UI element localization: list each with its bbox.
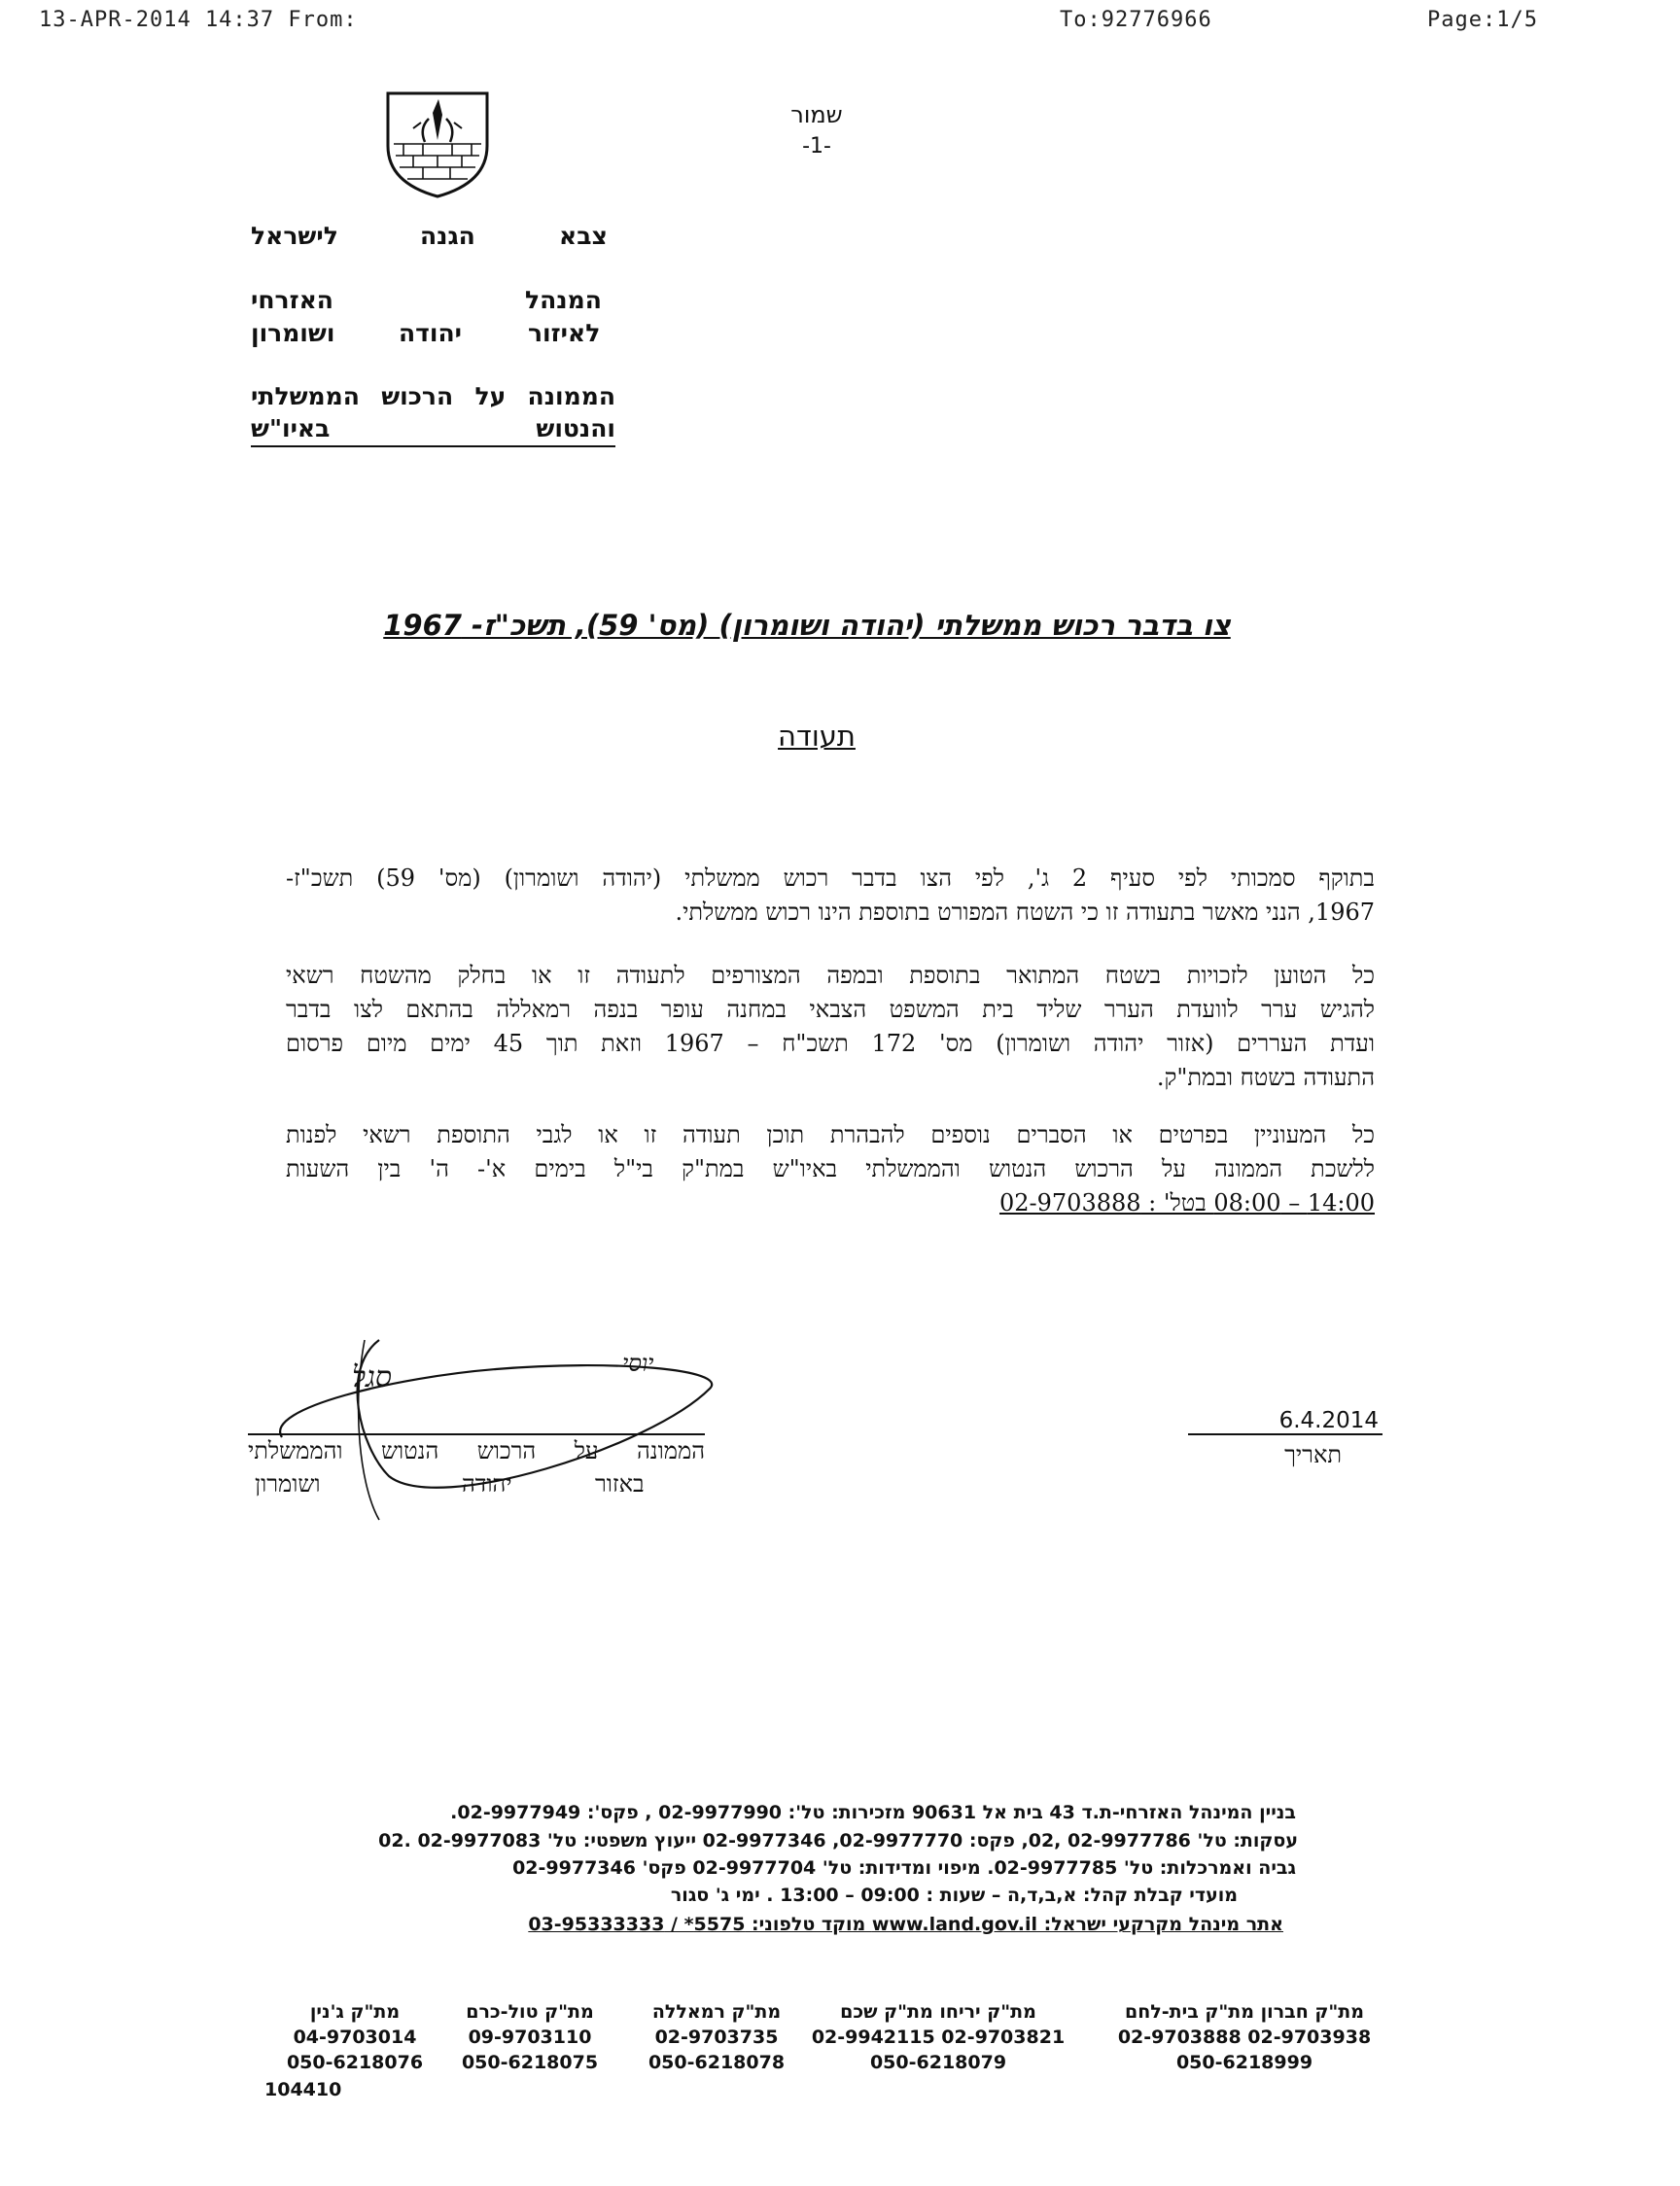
signature-role-region1: יהודה xyxy=(462,1470,512,1498)
paragraph-2-line: כל הטוען לזכויות בשטח המתואר בתוספת ובמפה המצורפים לתעודה זו או בחלק מהשטח רשאי xyxy=(286,962,1375,989)
paragraph-3-line: כל המעוניין בפרטים או הסברים נוספים להבהרת תוכן תעודה זו או לגבי התוספת רשאי לפנות xyxy=(286,1121,1375,1148)
office-name: מת"ק רמאללה xyxy=(651,2001,782,2023)
footer-hours-line: מועדי קבלת קהל: א,ב,ד,ה – שעות : 09:00 – 13:00 . ימי ג' סגור xyxy=(670,1885,1238,1906)
org-line4: הממונה על הרכוש הממשלתי xyxy=(251,382,615,410)
page-number: -1- xyxy=(802,134,831,159)
office-name: מת"ק טול-כרם xyxy=(466,2001,594,2023)
footer-transactions-line: עסקות: טל' 02-9977786 ,02, פקס: 02-9977770, 02-9977346 ייעוץ משפטי: טל' 02-9977083 .02 xyxy=(378,1830,1298,1851)
idf-emblem-icon xyxy=(384,89,491,198)
classification-label: שמור xyxy=(790,101,843,128)
org-line3-a: לאיזור xyxy=(528,319,601,347)
document-title: צו בדבר רכוש ממשלתי (יהודה ושומרון) (מס' 59), תשכ"ז- 1967 xyxy=(383,609,1231,642)
office-mobile: 050-6218076 xyxy=(286,2052,424,2073)
paragraph-1-line: 1967, הנני מאשר בתעודה זו כי השטח המפורט בתוספת הינו רכוש ממשלתי. xyxy=(675,899,1375,926)
signature-line xyxy=(248,1433,705,1435)
org-line1-b: הגנה xyxy=(420,222,475,250)
date-value: 6.4.2014 xyxy=(1188,1408,1382,1435)
org-line1-c: לישראל xyxy=(251,222,338,250)
document-number: 104410 xyxy=(264,2079,342,2100)
org-line1-a: צבא xyxy=(559,222,608,250)
office-mobile: 050-6218079 xyxy=(869,2052,1007,2073)
signature-role-region2: ושומרון xyxy=(255,1470,321,1498)
office-phone: 09-9703110 xyxy=(468,2027,592,2048)
office-ramallah xyxy=(634,1999,799,2075)
signature-role-area: באזור xyxy=(595,1470,645,1498)
paragraph-3-line: 14:00 – 08:00 בטל' : 02-9703888 xyxy=(998,1189,1375,1216)
svg-text:סגל: סגל xyxy=(352,1360,393,1394)
office-phone: 02-9703888 02-9703938 xyxy=(1117,2027,1372,2048)
paragraph-2-line: התעודה בשטח ובמת"ק. xyxy=(1156,1064,1375,1091)
org-line5-a: והנטוש xyxy=(536,414,615,442)
paragraph-1-line: בתוקף סמכותי לפי סעיף 2 ג', לפי הצו בדבר רכוש ממשלתי (יהודה ושומרון) (מס' 59) תשכ"ז- xyxy=(286,864,1375,892)
paragraph-1 xyxy=(286,862,1375,930)
office-mobile: 050-6218075 xyxy=(461,2052,599,2073)
paragraph-3 xyxy=(286,1118,1375,1220)
office-name: מת"ק חברון מת"ק בית-לחם xyxy=(1124,2001,1365,2023)
office-mobile: 050-6218078 xyxy=(648,2052,786,2073)
fax-to: To:92776966 xyxy=(1060,8,1212,32)
org-line3-b: יהודה xyxy=(399,319,462,347)
document-subtitle: תעודה xyxy=(778,720,856,753)
office-phone: 02-9703735 xyxy=(654,2027,779,2048)
paragraph-3-line: ללשכת הממונה על הרכוש הנטוש והממשלתי באיו"ש במת"ק בי"ל בימים א'- ה' בין השעות xyxy=(286,1155,1375,1182)
office-name: מת"ק ג'נין xyxy=(309,2001,401,2023)
paragraph-2-line: ועדת העררים (אזור יהודה ושומרון) מס' 172 תשכ"ח – 1967 וזאת תוך 45 ימים מיום פרסום xyxy=(286,1030,1375,1057)
org-line3-c: ושומרון xyxy=(251,319,335,347)
office-name: מת"ק יריחו מת"ק שכם xyxy=(840,2001,1036,2023)
org-line5-b: באיו"ש xyxy=(251,414,331,442)
office-jericho-nablus xyxy=(807,1999,1069,2075)
signature-role-line1: הממונה על הרכוש הנטוש והממשלתי xyxy=(248,1437,705,1464)
office-phone: 04-9703014 xyxy=(293,2027,417,2048)
fax-page: Page:1/5 xyxy=(1427,8,1538,32)
footer-address-line: בניין המינהל האזרחי-ת.ד 43 בית אל 90631 מזכירות: טל': 02-9977990 , פקס': 02-9977949. xyxy=(450,1802,1296,1823)
paragraph-2-line: להגיש ערר לוועדת הערר שליד בית המשפט הצבאי במחנה עופר בנפה רמאללה בהתאם לצו בדבר xyxy=(286,996,1375,1023)
office-mobile: 050-6218999 xyxy=(1175,2052,1313,2073)
office-tulkarm xyxy=(447,1999,612,2075)
office-hebron-bethlehem xyxy=(1089,1999,1400,2075)
fax-datetime: 13-APR-2014 14:37 From: xyxy=(39,8,358,32)
office-jenin xyxy=(282,1999,428,2075)
office-phone: 02-9942115 02-9703821 xyxy=(811,2027,1066,2048)
paragraph-2 xyxy=(286,959,1375,1095)
svg-text:יוסי: יוסי xyxy=(622,1350,654,1377)
org-line2-c: האזרחי xyxy=(251,286,333,314)
org-line2-a: המנהל xyxy=(525,286,602,314)
footer-website-line: אתר מינהל מקרקעי ישראל: www.land.gov.il מוקד טלפוני: 5575* / 03-95333333 xyxy=(528,1914,1283,1935)
footer-billing-line: גביה ואמרכלות: טל' 02-9977785. מיפוי ומדידות: טל' 02-9977704 פקס' 02-9977346 xyxy=(512,1857,1296,1879)
date-label: תאריך xyxy=(1284,1441,1342,1468)
org-line5 xyxy=(251,414,615,447)
